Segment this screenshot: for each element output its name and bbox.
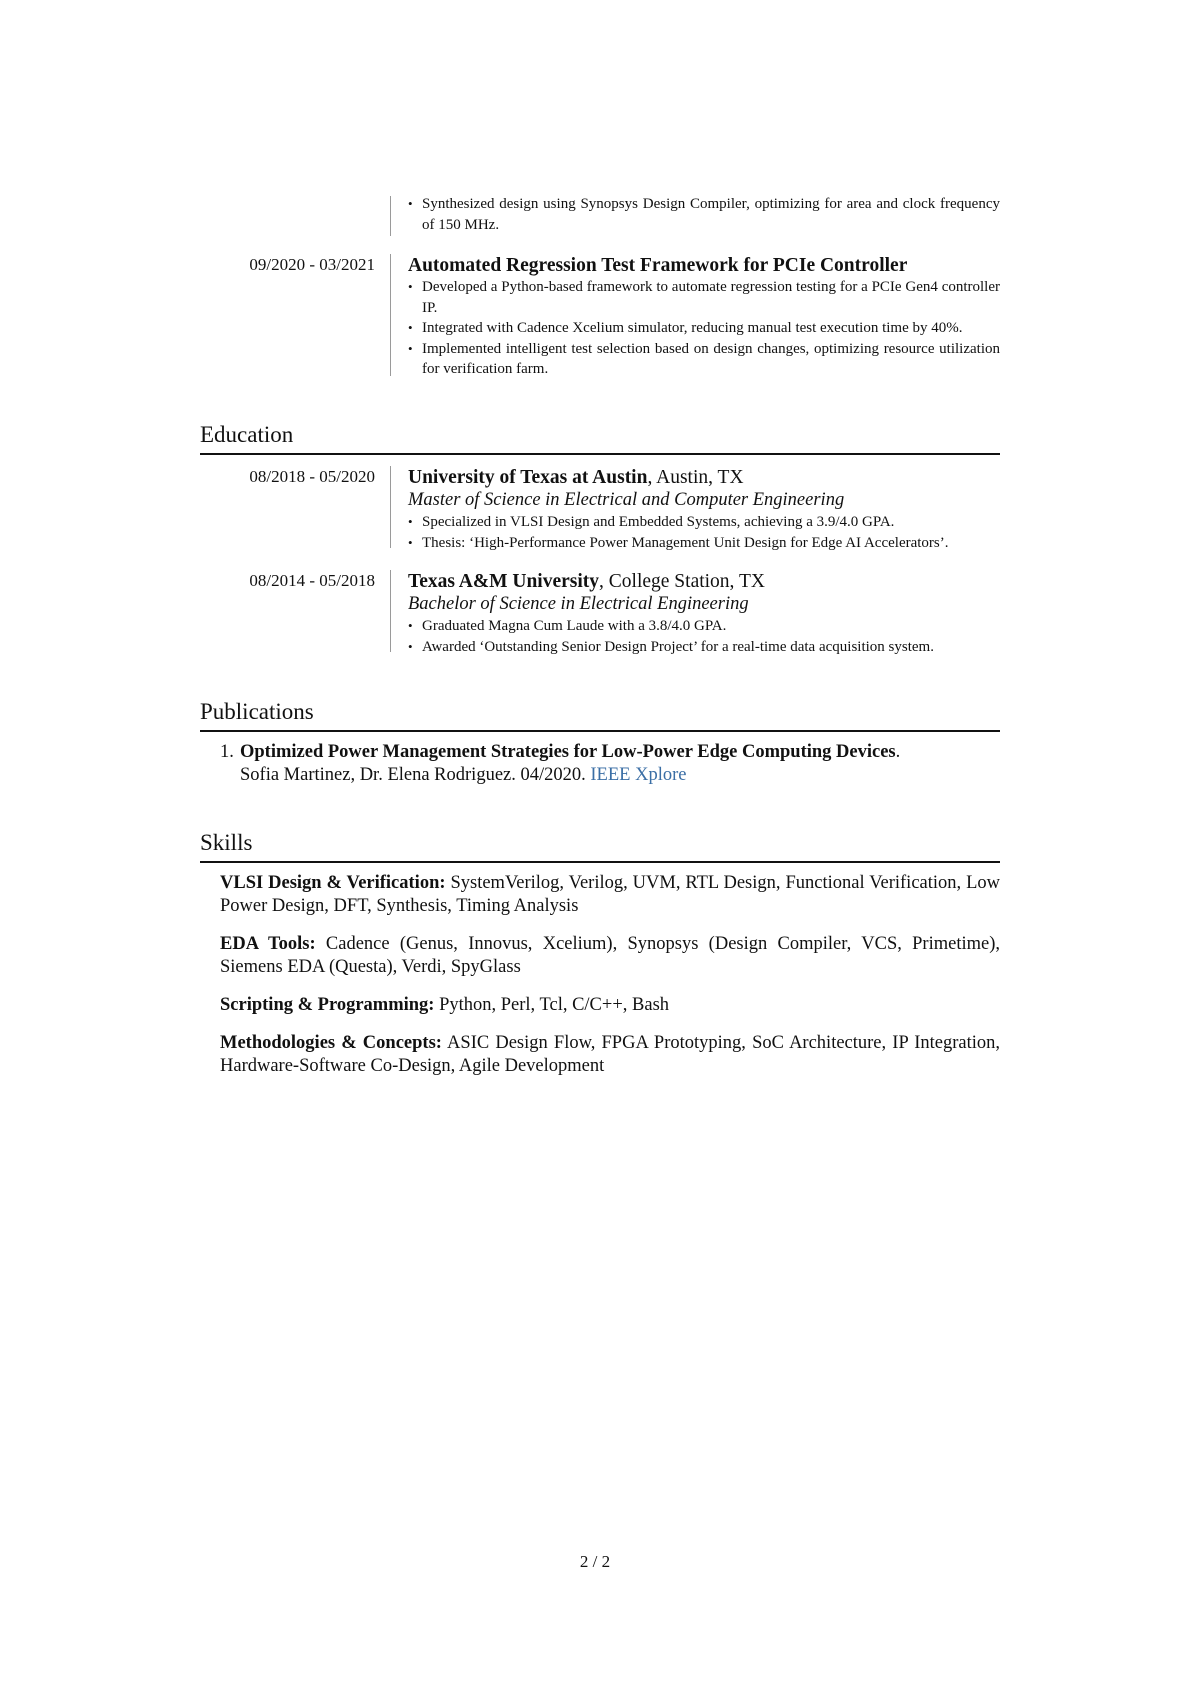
section-rule xyxy=(200,453,1000,455)
degree: Bachelor of Science in Electrical Engineering xyxy=(408,594,749,614)
publication-text xyxy=(240,741,1000,787)
entry-date: 08/2018 - 05/2020 xyxy=(249,467,375,486)
bullet-list xyxy=(408,616,1000,657)
section-heading: Publications xyxy=(200,699,314,724)
entry-body xyxy=(408,194,1000,235)
education-section xyxy=(200,421,1000,455)
bullet-list xyxy=(408,277,1000,380)
entry-title: Automated Regression Test Framework for PCIe Controller xyxy=(408,255,908,276)
skill-items: Python, Perl, Tcl, C/C++, Bash xyxy=(434,995,670,1015)
bullet-item: • Graduated Magna Cum Laude with a 3.8/4.0 GPA. xyxy=(408,616,1000,637)
skill-label: Scripting & Programming: xyxy=(220,995,435,1015)
entry-date: 08/2014 - 05/2018 xyxy=(249,571,375,590)
school-name: Texas A&M University xyxy=(408,571,600,592)
entry-body xyxy=(408,466,1000,553)
skills-section xyxy=(200,829,1000,863)
skill-label: EDA Tools: xyxy=(220,934,316,954)
school-location: , College Station, TX xyxy=(599,571,765,592)
entry-date: 09/2020 - 03/2021 xyxy=(249,255,375,274)
skill-group xyxy=(220,933,1000,979)
entry-title xyxy=(408,466,1000,489)
section-heading: Skills xyxy=(200,830,253,855)
bullet-item: • Integrated with Cadence Xcelium simulator, reducing manual test execution time by 40%. xyxy=(408,318,1000,339)
page-number: 2 / 2 xyxy=(579,1552,611,1571)
publication-item xyxy=(220,741,1000,787)
bullet-item: • Developed a Python-based framework to automate regression testing for a PCIe Gen4 controller IP. xyxy=(408,277,1000,318)
section-rule xyxy=(200,730,1000,732)
skill-group xyxy=(220,872,1000,918)
school-location: , Austin, TX xyxy=(647,467,744,488)
timeline-rail xyxy=(390,196,391,236)
skill-group xyxy=(220,994,1000,1017)
bullet-item: • Awarded ‘Outstanding Senior Design Project’ for a real-time data acquisition system. xyxy=(408,637,1000,658)
skill-label: VLSI Design & Verification: xyxy=(220,873,446,893)
bullet-item: • Thesis: ‘High-Performance Power Management Unit Design for Edge AI Accelerators’. xyxy=(408,533,1000,554)
bullet-item: • Synthesized design using Synopsys Design Compiler, optimizing for area and clock frequency of 150 MHz. xyxy=(408,194,1000,235)
bullet-list xyxy=(408,512,1000,553)
publication-title-end: . xyxy=(895,742,901,762)
timeline-rail xyxy=(390,466,391,548)
timeline-rail xyxy=(390,254,391,376)
entry-body xyxy=(408,570,1000,657)
bullet-item: • Implemented intelligent test selection based on design changes, optimizing resource utilization for verification farm. xyxy=(408,339,1000,380)
section-heading: Education xyxy=(200,422,294,447)
section-rule xyxy=(200,861,1000,863)
publication-link[interactable]: IEEE Xplore xyxy=(590,765,687,785)
bullet-list xyxy=(408,194,1000,235)
timeline-rail xyxy=(390,570,391,652)
skill-group xyxy=(220,1032,1000,1078)
entry-title xyxy=(408,570,1000,593)
publication-authors: Sofia Martinez, Dr. Elena Rodriguez. 04/2020. xyxy=(240,765,591,785)
entry-body xyxy=(408,254,1000,380)
skill-items: ASIC Design Flow, FPGA Prototyping, SoC Architecture, IP Integration, Hardware-Software Co-Design, Agile Development xyxy=(220,1033,1000,1076)
bullet-item: • Specialized in VLSI Design and Embedded Systems, achieving a 3.9/4.0 GPA. xyxy=(408,512,1000,533)
skill-items: Cadence (Genus, Innovus, Xcelium), Synopsys (Design Compiler, VCS, Primetime), Siemens EDA (Questa), Verdi, SpyGlass xyxy=(220,934,1000,977)
publication-number: 1. xyxy=(220,742,234,762)
publications-section xyxy=(200,698,1000,732)
school-name: University of Texas at Austin xyxy=(408,467,648,488)
degree: Master of Science in Electrical and Computer Engineering xyxy=(408,490,845,510)
skill-items: SystemVerilog, Verilog, UVM, RTL Design, Functional Verification, Low Power Design, DFT, Synthesis, Timing Analysis xyxy=(220,873,1001,916)
publication-title: Optimized Power Management Strategies for Low-Power Edge Computing Devices xyxy=(240,742,896,762)
skill-label: Methodologies & Concepts: xyxy=(220,1033,442,1053)
